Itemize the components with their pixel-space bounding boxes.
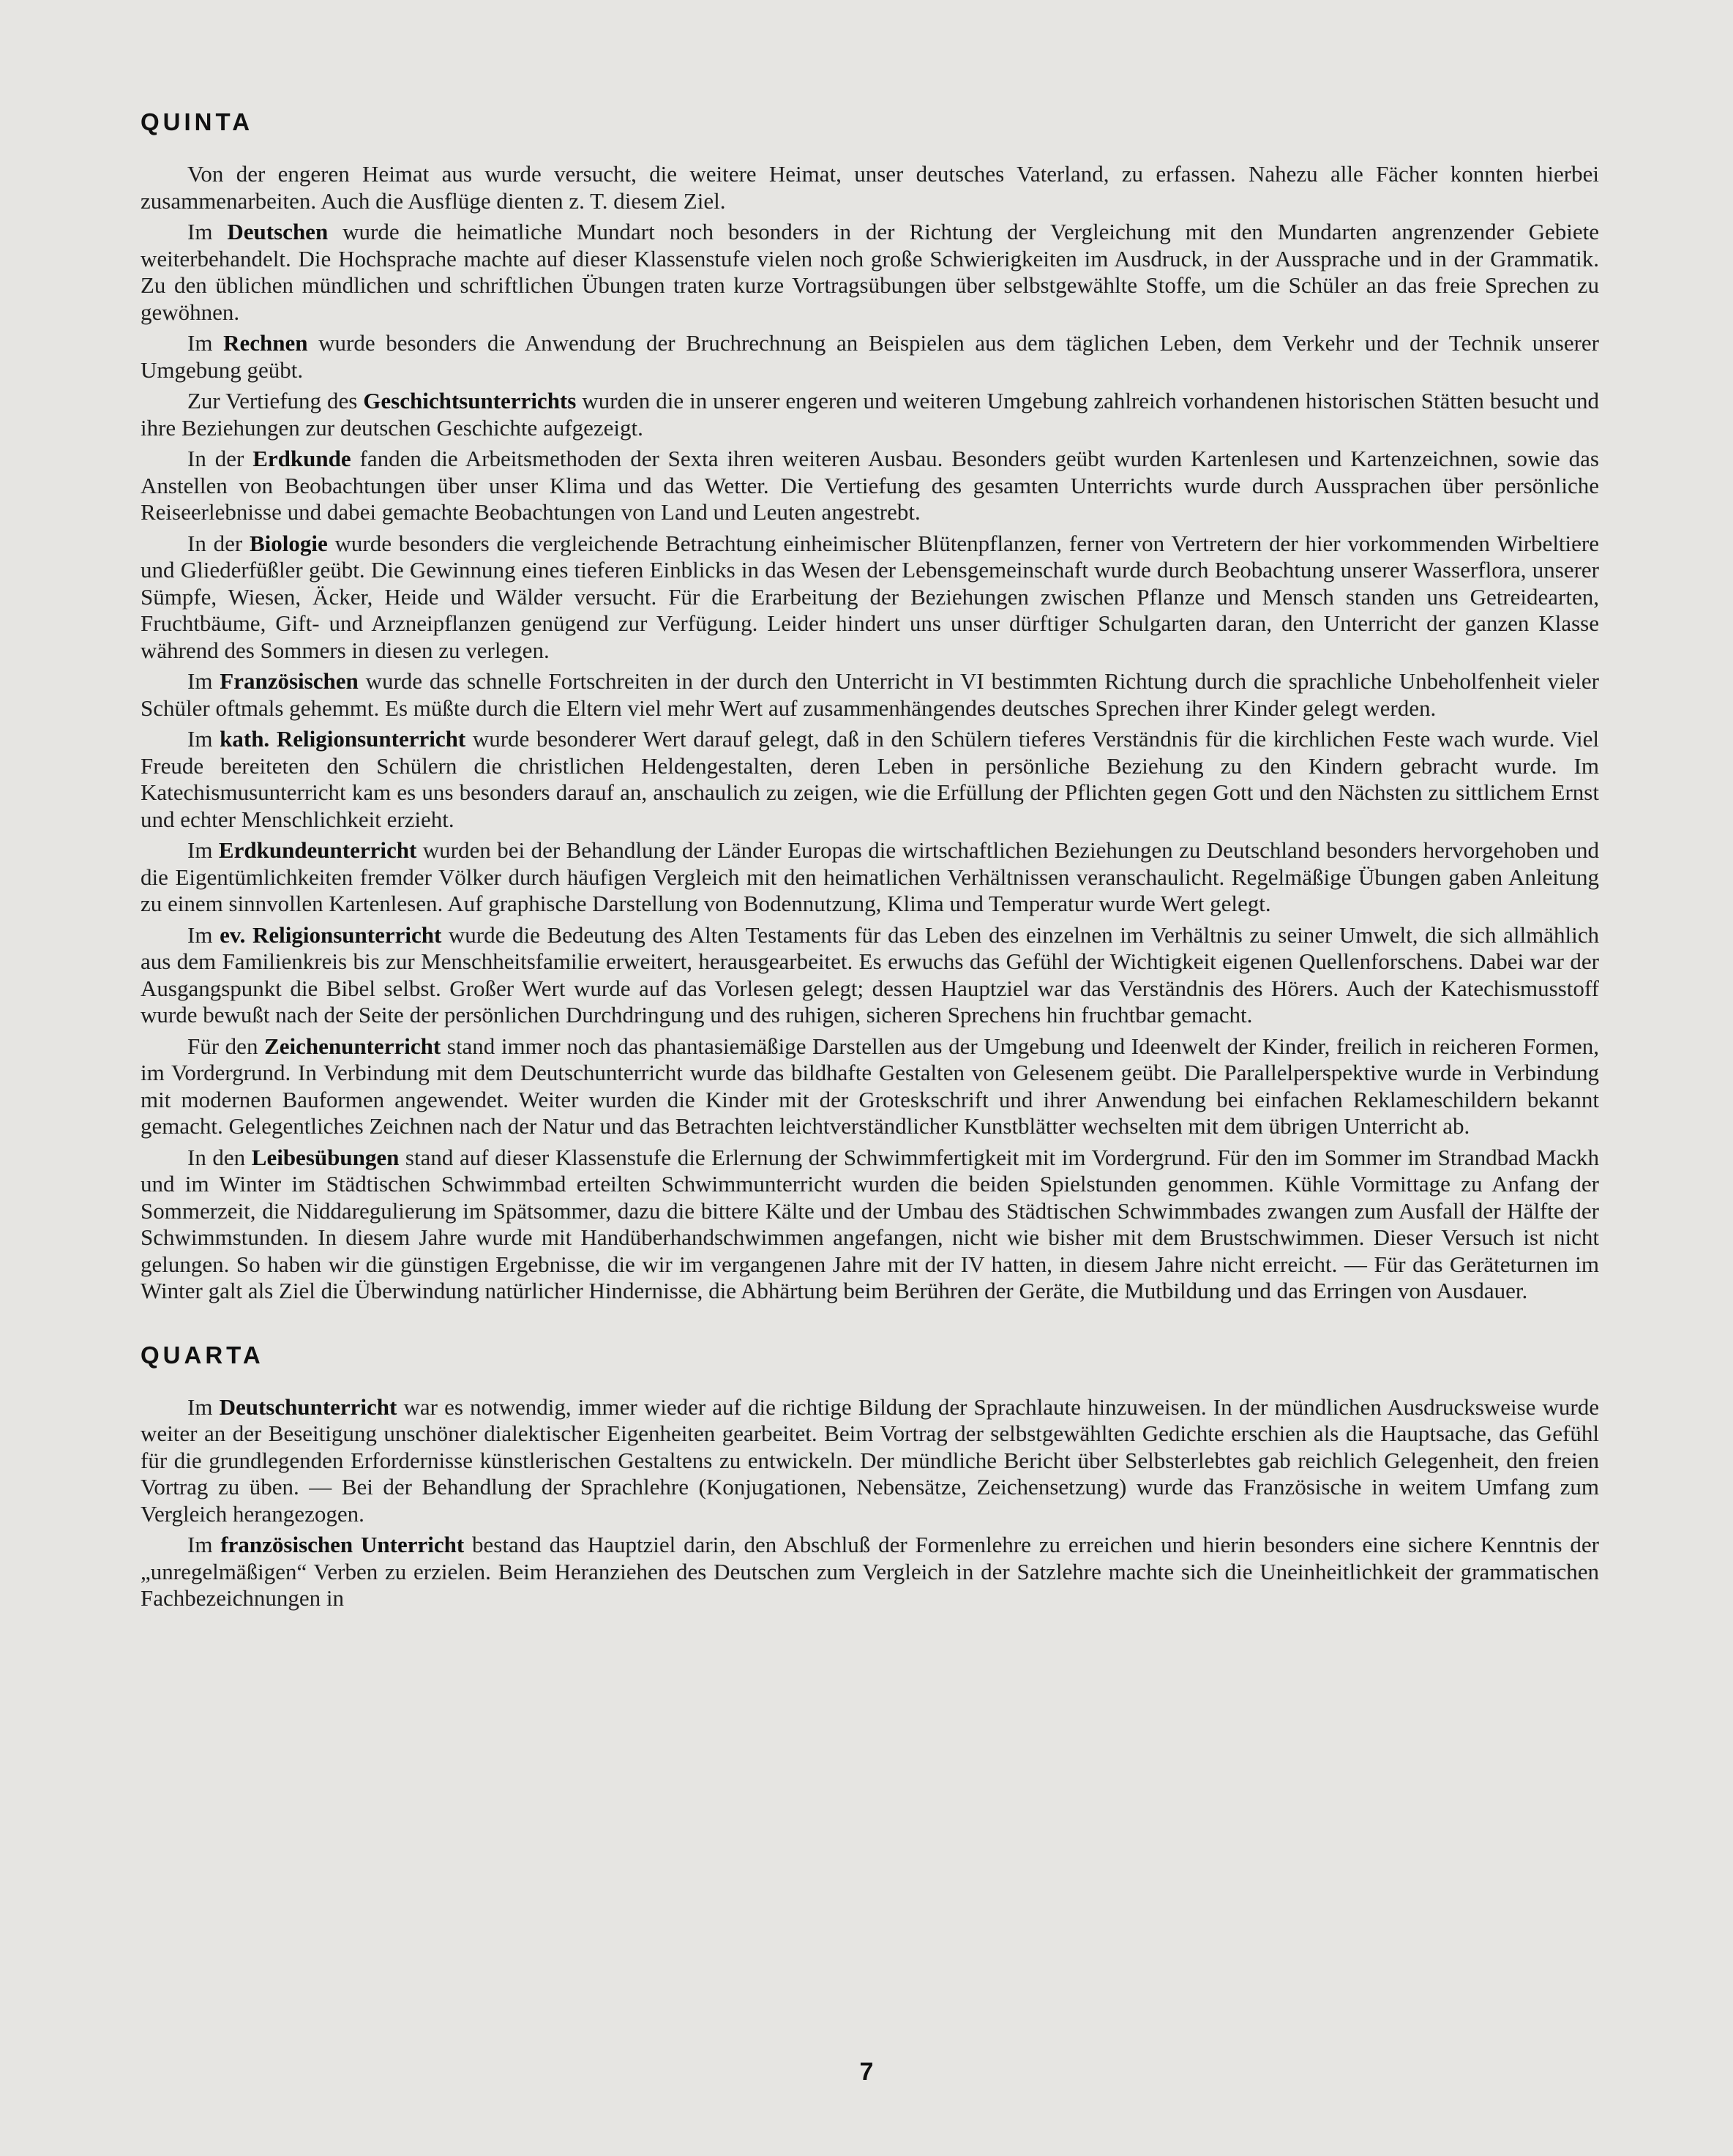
section-heading-quinta: QUINTA (141, 108, 254, 135)
paragraph: Zur Vertiefung des Geschichtsunterrichts wurden die in unserer engeren und weiteren Umgebung zahlreich vorhandenen historischen Stätten besucht und ihre Beziehungen zur deutschen Geschichte aufgezeigt. (141, 388, 1600, 441)
subject-term: kath. Religionsunterricht (220, 726, 466, 752)
paragraph: Im Deutschunterricht war es notwendig, immer wieder auf die richtige Bildung der Sprachlaute hinzuweisen. In der mündlichen Ausdrucksweise wurde weiter an der Beseitigung unschöner dialektischer Eigenheiten gearbeitet. Beim Vortrag der selbstgewählten Gedichte erschien als die Hauptsache, das Gefühl für die grundlegenden Erfordernisse künstlerischen Gestaltens zu entwickeln. Der mündliche Bericht über Selbsterlebtes gab reichlich Gelegenheit, den freien Vortrag zu üben. — Bei der Behandlung der Sprachlehre (Konjugationen, Nebensätze, Zeichensetzung) wurde das Französische in weitem Umfang zum Vergleich herangezogen. (141, 1393, 1600, 1527)
subject-term: Zeichenunterricht (264, 1033, 441, 1059)
subject-term: Deutschunterricht (219, 1393, 397, 1420)
subject-term: französischen Unterricht (220, 1532, 465, 1557)
subject-term: Erdkundeunterricht (218, 837, 417, 863)
paragraph: Von der engeren Heimat aus wurde versucht, die weitere Heimat, unser deutsches Vaterland, zu erfassen. Nahezu alle Fächer konnten hierbei zusammenarbeiten. Auch die Ausflüge dienten z. T. diesem Ziel. (141, 161, 1599, 214)
subject-term: Französischen (220, 668, 359, 694)
paragraph: Im Erdkundeunterricht wurden bei der Behandlung der Länder Europas die wirtschaftlichen Beziehungen zu Deutschland besonders hervorgehoben und die Eigentümlichkeiten fremder Völker durch häufigen Vergleich mit den heimatlichen Verhältnissen veranschaulicht. Regelmäßige Übungen gaben Anleitung zu einem sinnvollen Kartenlesen. Auf graphische Darstellung von Bodennutzung, Klima und Temperatur wurde Wert gelegt. (141, 837, 1599, 916)
paragraph: Im Rechnen wurde besonders die Anwendung der Bruchrechnung an Beispielen aus dem täglichen Leben, dem Verkehr und der Technik unserer Umgebung geübt. (141, 330, 1599, 383)
paragraph: In den Leibesübungen stand auf dieser Klassenstufe die Erlernung der Schwimmfertigkeit mit im Vordergrund. Für den im Sommer im Strandbad Mackh und im Winter im Städtischen Schwimmbad erteilten Schwimmunterricht wurden die beiden Spielstunden genommen. Kühle Vormittage zu Anfang der Sommerzeit, die Niddaregulierung im Spätsommer, dazu die bittere Kälte und der Umbau des Städtischen Schwimmbades zwangen zum Ausfall der Hälfte der Schwimmstunden. In diesem Jahre wurde mit Handüberhandschwimmen angefangen, nicht wie bisher mit dem Brustschwimmen. Dieser Versuch ist nicht gelungen. So haben wir die günstigen Ergebnisse, die wir im vergangenen Jahre mit der IV hatten, in diesem Jahre nicht erreicht. — Für das Geräteturnen im Winter galt als Ziel die Überwindung natürlicher Hindernisse, die Abhärtung beim Berühren der Geräte, die Mutbildung und das Erringen von Ausdauer. (141, 1144, 1599, 1303)
paragraph: Im französischen Unterricht bestand das Hauptziel darin, den Abschluß der Formenlehre zu erreichen und hierin besonders eine sichere Kenntnis der „unregelmäßigen“ Verben zu erzielen. Beim Heranziehen des Deutschen zum Vergleich in der Satzlehre machte sich die Uneinheitlichkeit der grammatischen Fachbezeichnungen in (141, 1532, 1599, 1611)
page-number: 7 (859, 2058, 874, 2086)
paragraph: Im kath. Religionsunterricht wurde besonderer Wert darauf gelegt, daß in den Schülern tieferes Verständnis für die kirchlichen Feste wach wurde. Viel Freude bereiteten den Schülern die christlichen Heldengestalten, deren Leben in persönliche Beziehung zu den Kindern gebracht wurde. Im Katechismusunterricht kam es uns besonders darauf an, anschaulich zu zeigen, wie die Erfüllung der Pflichten gegen Gott und den Nächsten zu sittlichem Ernst und echter Menschlichkeit erzieht. (141, 726, 1599, 832)
paragraph: Für den Zeichenunterricht stand immer noch das phantasiemäßige Darstellen aus der Umgebung und Ideenwelt der Kinder, freilich in reicheren Formen, im Vordergrund. In Verbindung mit dem Deutschunterricht wurde das bildhafte Gestalten von Gelesenem geübt. Die Parallelperspektive wurde in Verbindung mit modernen Bauformen angewendet. Weiter wurden die Kinder mit der Groteskschrift und ihrer Anwendung bei einfachen Reklameschildern bekannt gemacht. Gelegentliches Zeichnen nach der Natur und das Betrachten leichtverständlicher Kunstblätter wechselten mit dem übrigen Unterricht ab. (141, 1033, 1600, 1139)
section-heading-quarta: QUARTA (141, 1341, 264, 1369)
subject-term: Rechnen (223, 330, 308, 356)
paragraph: Im Französischen wurde das schnelle Fortschreiten in der durch den Unterricht in VI bestimmten Richtung durch die sprachliche Unbeholfenheit vieler Schüler oftmals gehemmt. Es müßte durch die Eltern viel mehr Wert auf zusammenhängendes deutsches Sprechen ihrer Kinder gelegt werden. (141, 668, 1599, 721)
subject-term: Geschichtsunterrichts (363, 388, 577, 413)
subject-term: Erdkunde (252, 446, 351, 471)
subject-term: ev. Religionsunterricht (220, 921, 442, 948)
subject-term: Biologie (249, 530, 328, 556)
paragraph: Im Deutschen wurde die heimatliche Mundart noch besonders in der Richtung der Vergleichung mit den Mundarten angrenzender Gebiete weiterbehandelt. Die Hochsprache machte auf dieser Klassenstufe vielen noch große Schwierigkeiten im Ausdruck, in der Aussprache und in der Grammatik. Zu den üblichen mündlichen und schriftlichen Übungen traten kurze Vortragsübungen über selbstgewählte Stoffe, um die Schüler an das freie Sprechen zu gewöhnen. (141, 219, 1600, 325)
subject-term: Leibesübungen (251, 1144, 400, 1170)
paragraph: Im ev. Religionsunterricht wurde die Bedeutung des Alten Testaments für das Leben des einzelnen im Verhältnis zu seiner Umwelt, die sich allmählich aus dem Familienkreis bis zur Menschheitsfamilie erweitert, herausgearbeitet. Es erwuchs das Gefühl der Wichtigkeit eigenen Quellenforschens. Dabei war der Ausgangspunkt die Bibel selbst. Großer Wert wurde auf das Vorlesen gelegt; dessen Hauptziel war das Verständnis des Hörers. Auch der Katechismusstoff wurde bewußt nach der Seite der persönlichen Durchdringung und des ruhigen, sicheren Sprechens hin fruchtbar gemacht. (141, 921, 1600, 1028)
paragraph: In der Erdkunde fanden die Arbeitsmethoden der Sexta ihren weiteren Ausbau. Besonders geübt wurden Kartenlesen und Kartenzeichnen, sowie das Anstellen von Beobachtungen über unser Klima und das Wetter. Die Vertiefung des gesamten Unterrichts wurde durch Aussprachen über persönliche Reiseerlebnisse und dabei gemachte Beobachtungen von Land und Leuten angestrebt. (141, 446, 1599, 525)
paragraph: In der Biologie wurde besonders die vergleichende Betrachtung einheimischer Blütenpflanzen, ferner von Vertretern der hier vorkommenden Wirbeltiere und Gliederfüßler geübt. Die Gewinnung eines tieferen Einblicks in das Wesen der Lebensgemeinschaft wurde durch Beobachtung unserer Wasserflora, unserer Sümpfe, Wiesen, Äcker, Heide und Wälder versucht. Für die Erarbeitung der Beziehungen zwischen Pflanze und Mensch standen uns Getreidearten, Fruchtbäume, Gift- und Arzneipflanzen genügend zur Verfügung. Leider hindert uns unser dürftiger Schulgarten daran, den Unterricht der ganzen Klasse während des Sommers in diesen zu verlegen. (141, 530, 1600, 663)
subject-term: Deutschen (227, 219, 329, 244)
page-content (141, 108, 1599, 1617)
